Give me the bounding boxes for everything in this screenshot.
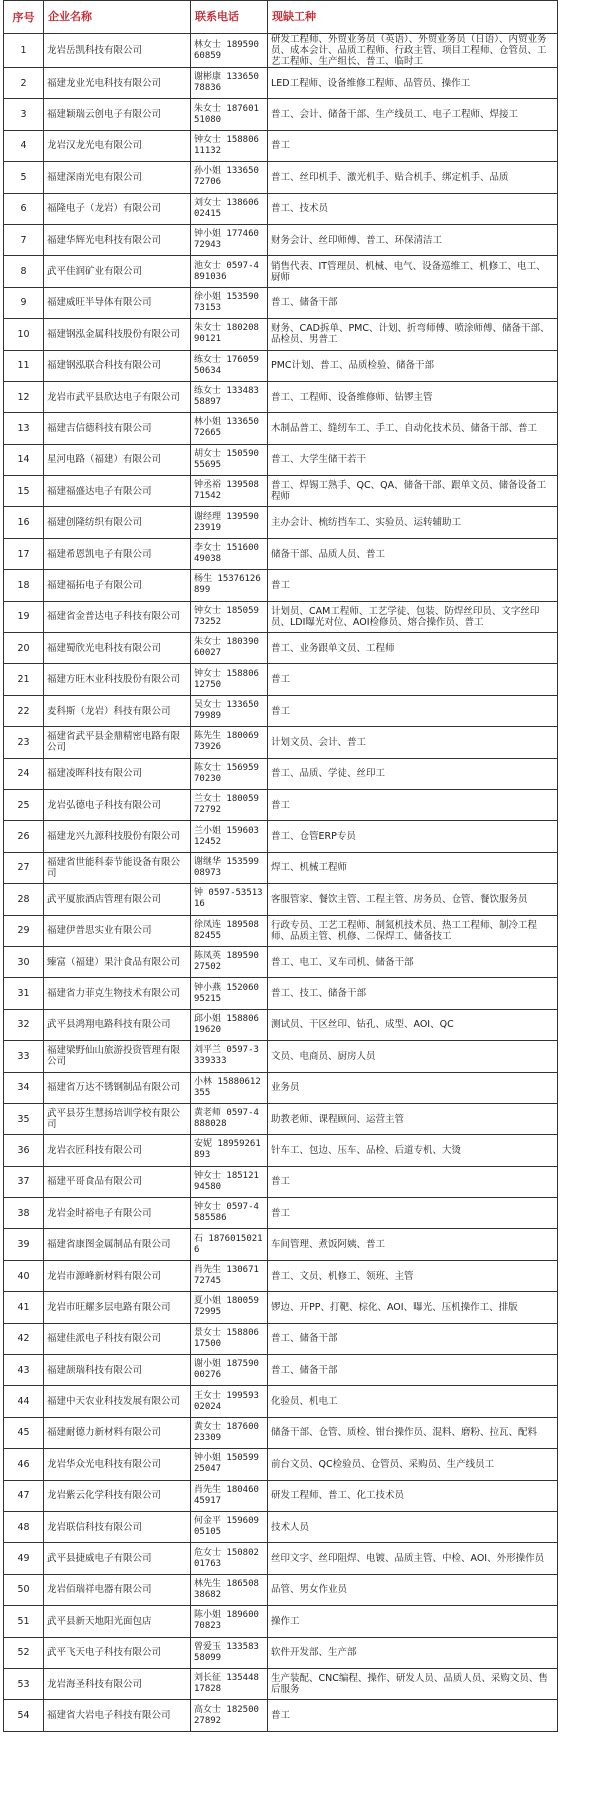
- row-no: 41: [4, 1292, 44, 1323]
- company-name: 龙岩弘德电子科技有限公司: [44, 789, 191, 820]
- row-no: 54: [4, 1700, 44, 1731]
- contact-phone: 黄老师 0597-4888028: [191, 1103, 268, 1134]
- contact-phone: 夏小姐 18005972995: [191, 1292, 268, 1323]
- contact-phone: 小林 15880612355: [191, 1072, 268, 1103]
- row-no: 8: [4, 256, 44, 287]
- job-list: 研发工程师、普工、化工技术员: [268, 1480, 558, 1511]
- row-no: 34: [4, 1072, 44, 1103]
- table-row: [4, 476, 558, 507]
- table-row: [4, 350, 558, 381]
- row-no: 7: [4, 224, 44, 255]
- table-row: [4, 1135, 558, 1166]
- contact-phone: 吴女士 13365079989: [191, 695, 268, 726]
- row-no: 11: [4, 350, 44, 381]
- header-no: 序号: [4, 1, 44, 34]
- contact-phone: 何金平 15960905105: [191, 1511, 268, 1542]
- company-name: 福建钢泓联合科技有限公司: [44, 350, 191, 381]
- table-body: [4, 34, 558, 1732]
- contact-phone: 钟 0597-5351316: [191, 884, 268, 915]
- row-no: 46: [4, 1449, 44, 1480]
- row-no: 15: [4, 476, 44, 507]
- company-name: 武平飞天电子科技有限公司: [44, 1637, 191, 1668]
- job-list: 普工: [268, 1198, 558, 1229]
- row-no: 49: [4, 1543, 44, 1574]
- contact-phone: 胡女士 15059055695: [191, 444, 268, 475]
- row-no: 44: [4, 1386, 44, 1417]
- contact-phone: 徐凤连 18950882455: [191, 915, 268, 946]
- table-row: [4, 224, 558, 255]
- contact-phone: 钟女士 15880612750: [191, 664, 268, 695]
- contact-phone: 徐小姐 15359073153: [191, 287, 268, 318]
- job-list: 丝印文字、丝印阻焊、电镀、品质主管、中检、AOI、外形操作员: [268, 1543, 558, 1574]
- contact-phone: 肖先生 13067172745: [191, 1260, 268, 1291]
- row-no: 12: [4, 381, 44, 412]
- company-name: 龙岩佰瑞祥电器有限公司: [44, 1574, 191, 1605]
- table-row: [4, 852, 558, 883]
- row-no: 53: [4, 1668, 44, 1699]
- row-no: 16: [4, 507, 44, 538]
- contact-phone: 曾爱玉 13358358099: [191, 1637, 268, 1668]
- job-list: 普工、技术员: [268, 193, 558, 224]
- table-row: [4, 444, 558, 475]
- company-name: 福建省力菲克生物技术有限公司: [44, 978, 191, 1009]
- table-row: [4, 664, 558, 695]
- row-no: 43: [4, 1355, 44, 1386]
- job-list: 客服管家、餐饮主管、工程主管、房务员、仓管、餐饮服务员: [268, 884, 558, 915]
- header-phone: 联系电话: [191, 1, 268, 34]
- table-row: [4, 758, 558, 789]
- job-list: 储备干部、品质人员、普工: [268, 538, 558, 569]
- company-name: 星河电路（福建）有限公司: [44, 444, 191, 475]
- contact-phone: 陈女士 15695970230: [191, 758, 268, 789]
- table-row: [4, 1041, 558, 1072]
- job-list: 普工、技工、储备干部: [268, 978, 558, 1009]
- row-no: 1: [4, 34, 44, 68]
- row-no: 35: [4, 1103, 44, 1134]
- job-list: 化验员、机电工: [268, 1386, 558, 1417]
- job-list: 普工、业务跟单文员、工程师: [268, 633, 558, 664]
- table-row: [4, 413, 558, 444]
- contact-phone: 练女士 17605950634: [191, 350, 268, 381]
- job-list: 普工、文员、机修工、领班、主管: [268, 1260, 558, 1291]
- row-no: 22: [4, 695, 44, 726]
- company-name: 福建华辉光电科技有限公司: [44, 224, 191, 255]
- company-name: 福建龙业光电科技有限公司: [44, 68, 191, 99]
- company-name: 福建省金普达电子科技有限公司: [44, 601, 191, 632]
- contact-phone: 钟小燕 15206095215: [191, 978, 268, 1009]
- row-no: 42: [4, 1323, 44, 1354]
- header-jobs: 现缺工种: [268, 1, 558, 34]
- contact-phone: 刘长征 13544817828: [191, 1668, 268, 1699]
- job-list: 针车工、包边、压车、品检、后道专机、大烫: [268, 1135, 558, 1166]
- job-list: 锣边、开PP、打靶、棕化、AOI、曝光、压机操作工、排版: [268, 1292, 558, 1323]
- contact-phone: 朱女士 18039060027: [191, 633, 268, 664]
- job-list: 储备干部、仓管、质检、钳台操作员、混料、磨粉、拉瓦、配料: [268, 1417, 558, 1448]
- company-name: 福建凌晖科技有限公司: [44, 758, 191, 789]
- row-no: 23: [4, 727, 44, 758]
- header-company: 企业名称: [44, 1, 191, 34]
- contact-phone: 林先生 18650838682: [191, 1574, 268, 1605]
- job-list: 行政专员、工艺工程师、制氮机技术员、热工工程师、制冷工程师、品质主管、机修、二保焊工、储备技工: [268, 915, 558, 946]
- job-list: 普工: [268, 789, 558, 820]
- contact-phone: 危女士 15080201763: [191, 1543, 268, 1574]
- recruitment-table: [3, 0, 558, 1732]
- contact-phone: 谢彬康 13365078836: [191, 68, 268, 99]
- job-list: 主办会计、梳纺挡车工、实验员、运转辅助工: [268, 507, 558, 538]
- job-list: 计划员、CAM工程师、工艺学徒、包装、防焊丝印员、文字丝印员、LDI曝光对位、AOI检修员、熔合操作员、普工: [268, 601, 558, 632]
- company-name: 福建平哥食品有限公司: [44, 1166, 191, 1197]
- row-no: 19: [4, 601, 44, 632]
- contact-phone: 杨生 15376126899: [191, 570, 268, 601]
- table-row: [4, 1198, 558, 1229]
- row-no: 18: [4, 570, 44, 601]
- company-name: 福建福盛达电子有限公司: [44, 476, 191, 507]
- company-name: 福建深南光电有限公司: [44, 162, 191, 193]
- table-header-row: [4, 1, 558, 34]
- company-name: 臻富（福建）果汁食品有限公司: [44, 946, 191, 977]
- row-no: 21: [4, 664, 44, 695]
- table-row: [4, 915, 558, 946]
- contact-phone: 陈先生 18006973926: [191, 727, 268, 758]
- job-list: 普工、电工、叉车司机、储备干部: [268, 946, 558, 977]
- contact-phone: 钟女士 0597-4585586: [191, 1198, 268, 1229]
- company-name: 龙岩海圣科技有限公司: [44, 1668, 191, 1699]
- job-list: 普工: [268, 664, 558, 695]
- job-list: 操作工: [268, 1606, 558, 1637]
- row-no: 47: [4, 1480, 44, 1511]
- table-row: [4, 1166, 558, 1197]
- job-list: 技术人员: [268, 1511, 558, 1542]
- company-name: 麦科斯（龙岩）科技有限公司: [44, 695, 191, 726]
- company-name: 福建颉瑞科技有限公司: [44, 1355, 191, 1386]
- contact-phone: 钟小姐 17746072943: [191, 224, 268, 255]
- table-row: [4, 1355, 558, 1386]
- table-row: [4, 1668, 558, 1699]
- contact-phone: 黄女士 18760023309: [191, 1417, 268, 1448]
- table-row: [4, 978, 558, 1009]
- contact-phone: 林女士 18959060859: [191, 34, 268, 68]
- row-no: 38: [4, 1198, 44, 1229]
- table-row: [4, 34, 558, 68]
- row-no: 26: [4, 821, 44, 852]
- table-row: [4, 1009, 558, 1040]
- row-no: 9: [4, 287, 44, 318]
- job-list: 研发工程师、外贸业务员（英语）、外贸业务员（日语）、内贸业务员、成本会计、品质工程师、行政主管、项目工程师、仓管员、工艺工程师、生产组长、普工、临时工: [268, 34, 558, 68]
- table-row: [4, 821, 558, 852]
- table-row: [4, 287, 558, 318]
- job-list: 普工: [268, 570, 558, 601]
- table-row: [4, 507, 558, 538]
- job-list: 普工: [268, 1700, 558, 1731]
- job-list: 计划文员、会计、普工: [268, 727, 558, 758]
- table-row: [4, 1323, 558, 1354]
- job-list: 销售代表、IT管理员、机械、电气、设备巡维工、机修工、电工、厨师: [268, 256, 558, 287]
- row-no: 52: [4, 1637, 44, 1668]
- row-no: 50: [4, 1574, 44, 1605]
- company-name: 武平县捷威电子有限公司: [44, 1543, 191, 1574]
- contact-phone: 刘女士 13860602415: [191, 193, 268, 224]
- table-row: [4, 1543, 558, 1574]
- company-name: 福建中天农业科技发展有限公司: [44, 1386, 191, 1417]
- job-list: 普工: [268, 695, 558, 726]
- table-row: [4, 1260, 558, 1291]
- job-list: 普工、储备干部: [268, 287, 558, 318]
- contact-phone: 池女士 0597-4891036: [191, 256, 268, 287]
- contact-phone: 李女士 15160049038: [191, 538, 268, 569]
- job-list: 品管、男女作业员: [268, 1574, 558, 1605]
- contact-phone: 陈凤英 18959027502: [191, 946, 268, 977]
- company-name: 福建省万达不锈钢制品有限公司: [44, 1072, 191, 1103]
- company-name: 福建省武平县金鼎精密电路有限公司: [44, 727, 191, 758]
- company-name: 福建省大岩电子科技有限公司: [44, 1700, 191, 1731]
- row-no: 32: [4, 1009, 44, 1040]
- contact-phone: 林小姐 13365072665: [191, 413, 268, 444]
- contact-phone: 高女士 18250027892: [191, 1700, 268, 1731]
- table-row: [4, 1574, 558, 1605]
- job-list: 普工、工程师、设备维修师、钻锣主管: [268, 381, 558, 412]
- company-name: 福建方旺木业科技股份有限公司: [44, 664, 191, 695]
- company-name: 福建省康图金属制品有限公司: [44, 1229, 191, 1260]
- row-no: 28: [4, 884, 44, 915]
- row-no: 14: [4, 444, 44, 475]
- company-name: 龙岩华众光电科技有限公司: [44, 1449, 191, 1480]
- contact-phone: 朱女士 18020890121: [191, 319, 268, 350]
- row-no: 2: [4, 68, 44, 99]
- contact-phone: 谢继华 15359908973: [191, 852, 268, 883]
- contact-phone: 钟女士 15880611132: [191, 130, 268, 161]
- company-name: 福建钢泓金属科技股份有限公司: [44, 319, 191, 350]
- contact-phone: 钟小姐 15059925047: [191, 1449, 268, 1480]
- job-list: 普工、会计、储备干部、生产线员工、电子工程师、焊接工: [268, 99, 558, 130]
- job-list: 普工: [268, 1166, 558, 1197]
- table-row: [4, 1417, 558, 1448]
- company-name: 福建耐德力新材料有限公司: [44, 1417, 191, 1448]
- table-row: [4, 1386, 558, 1417]
- table-row: [4, 538, 558, 569]
- row-no: 45: [4, 1417, 44, 1448]
- row-no: 17: [4, 538, 44, 569]
- row-no: 33: [4, 1041, 44, 1072]
- table-row: [4, 695, 558, 726]
- contact-phone: 朱女士 18760151080: [191, 99, 268, 130]
- job-list: 财务会计、丝印师傅、普工、环保清洁工: [268, 224, 558, 255]
- contact-phone: 石 18760150216: [191, 1229, 268, 1260]
- company-name: 福建希恩凯电子有限公司: [44, 538, 191, 569]
- company-name: 龙岩衣匠科技有限公司: [44, 1135, 191, 1166]
- job-list: 普工、大学生储干若干: [268, 444, 558, 475]
- table-row: [4, 99, 558, 130]
- table-row: [4, 130, 558, 161]
- job-list: 文员、电商员、厨房人员: [268, 1041, 558, 1072]
- company-name: 龙岩联信科技有限公司: [44, 1511, 191, 1542]
- job-list: PMC计划、普工、品质检验、储备干部: [268, 350, 558, 381]
- company-name: 武平县鸿翔电路科技有限公司: [44, 1009, 191, 1040]
- table-row: [4, 319, 558, 350]
- job-list: 普工、品质、学徒、丝印工: [268, 758, 558, 789]
- table-row: [4, 727, 558, 758]
- job-list: 软件开发部、生产部: [268, 1637, 558, 1668]
- contact-phone: 肖先生 18046045917: [191, 1480, 268, 1511]
- table-row: [4, 1072, 558, 1103]
- job-list: 普工、储备干部: [268, 1323, 558, 1354]
- contact-phone: 兰小姐 15960312452: [191, 821, 268, 852]
- job-list: 木制品普工、缝纫车工、手工、自动化技术员、储备干部、普工: [268, 413, 558, 444]
- table-row: [4, 256, 558, 287]
- row-no: 6: [4, 193, 44, 224]
- company-name: 福建梁野仙山旅游投资管理有限公司: [44, 1041, 191, 1072]
- table-row: [4, 946, 558, 977]
- row-no: 36: [4, 1135, 44, 1166]
- row-no: 5: [4, 162, 44, 193]
- job-list: 焊工、机械工程师: [268, 852, 558, 883]
- table-row: [4, 1449, 558, 1480]
- row-no: 25: [4, 789, 44, 820]
- contact-phone: 陈小姐 18960070823: [191, 1606, 268, 1637]
- row-no: 30: [4, 946, 44, 977]
- job-list: 业务员: [268, 1072, 558, 1103]
- company-name: 福建颖瑞云创电子有限公司: [44, 99, 191, 130]
- job-list: 普工、丝印机手、激光机手、贴合机手、绑定机手、品质: [268, 162, 558, 193]
- table-row: [4, 633, 558, 664]
- row-no: 39: [4, 1229, 44, 1260]
- company-name: 福建伊普思实业有限公司: [44, 915, 191, 946]
- row-no: 31: [4, 978, 44, 1009]
- job-list: 助教老师、课程顾问、运营主管: [268, 1103, 558, 1134]
- job-list: 车间管理、煮饭阿姨、普工: [268, 1229, 558, 1260]
- company-name: 武平县新天地阳光面包店: [44, 1606, 191, 1637]
- contact-phone: 兰女士 18005972792: [191, 789, 268, 820]
- job-list: 财务、CAD拆单、PMC、计划、折弯师傅、喷涂师傅、储备干部、品检员、男普工: [268, 319, 558, 350]
- contact-phone: 谢经理 13959023919: [191, 507, 268, 538]
- row-no: 3: [4, 99, 44, 130]
- contact-phone: 钟女士 18505973252: [191, 601, 268, 632]
- table-row: [4, 570, 558, 601]
- row-no: 51: [4, 1606, 44, 1637]
- company-name: 福隆电子（龙岩）有限公司: [44, 193, 191, 224]
- company-name: 福建福拓电子有限公司: [44, 570, 191, 601]
- job-list: 前台文员、QC检验员、仓管员、采购员、生产线员工: [268, 1449, 558, 1480]
- company-name: 武平厦旅酒店管理有限公司: [44, 884, 191, 915]
- job-list: LED工程师、设备维修工程师、品管员、操作工: [268, 68, 558, 99]
- table-row: [4, 789, 558, 820]
- contact-phone: 谢小姐 18759000276: [191, 1355, 268, 1386]
- table-row: [4, 1103, 558, 1134]
- job-list: 生产装配、CNC编程、操作、研发人员、品质人员、采购文员、售后服务: [268, 1668, 558, 1699]
- company-name: 福建省世能科泰节能设备有限公司: [44, 852, 191, 883]
- company-name: 龙岩市旺耀多层电路有限公司: [44, 1292, 191, 1323]
- row-no: 10: [4, 319, 44, 350]
- table-row: [4, 1229, 558, 1260]
- contact-phone: 邱小姐 15880619620: [191, 1009, 268, 1040]
- company-name: 福建创隆纺织有限公司: [44, 507, 191, 538]
- table-row: [4, 884, 558, 915]
- contact-phone: 钟女士 18512194580: [191, 1166, 268, 1197]
- company-name: 龙岩市武平县欣达电子有限公司: [44, 381, 191, 412]
- table-row: [4, 1480, 558, 1511]
- job-list: 普工: [268, 130, 558, 161]
- company-name: 龙岩汉龙光电有限公司: [44, 130, 191, 161]
- table-row: [4, 1511, 558, 1542]
- table-row: [4, 601, 558, 632]
- contact-phone: 刘平兰 0597-3339333: [191, 1041, 268, 1072]
- table-row: [4, 1700, 558, 1731]
- company-name: 龙岩市源峰新材料有限公司: [44, 1260, 191, 1291]
- company-name: 福建蜀欣光电科技有限公司: [44, 633, 191, 664]
- contact-phone: 王女士 19959302024: [191, 1386, 268, 1417]
- row-no: 40: [4, 1260, 44, 1291]
- company-name: 武平县芬生慧扬培训学校有限公司: [44, 1103, 191, 1134]
- table-row: [4, 1637, 558, 1668]
- contact-phone: 安妮 18959261893: [191, 1135, 268, 1166]
- table-row: [4, 1292, 558, 1323]
- contact-phone: 孙小姐 13365072706: [191, 162, 268, 193]
- company-name: 福建龙兴九源科技股份有限公司: [44, 821, 191, 852]
- company-name: 福建佳派电子科技有限公司: [44, 1323, 191, 1354]
- row-no: 24: [4, 758, 44, 789]
- company-name: 龙岩紫云化学科技有限公司: [44, 1480, 191, 1511]
- company-name: 福建威旺半导体有限公司: [44, 287, 191, 318]
- table-row: [4, 68, 558, 99]
- contact-phone: 钟丞裕 13950871542: [191, 476, 268, 507]
- job-list: 普工、仓管ERP专员: [268, 821, 558, 852]
- contact-phone: 景女士 15880617500: [191, 1323, 268, 1354]
- row-no: 37: [4, 1166, 44, 1197]
- row-no: 48: [4, 1511, 44, 1542]
- row-no: 27: [4, 852, 44, 883]
- company-name: 龙岩岳凯科技有限公司: [44, 34, 191, 68]
- table-row: [4, 381, 558, 412]
- company-name: 武平佳润矿业有限公司: [44, 256, 191, 287]
- table-row: [4, 193, 558, 224]
- job-list: 普工、焊锡工熟手、QC、QA、储备干部、跟单文员、储备设备工程师: [268, 476, 558, 507]
- row-no: 13: [4, 413, 44, 444]
- company-name: 龙岩金时裕电子有限公司: [44, 1198, 191, 1229]
- row-no: 20: [4, 633, 44, 664]
- row-no: 4: [4, 130, 44, 161]
- contact-phone: 练女士 13348358897: [191, 381, 268, 412]
- job-list: 普工、储备干部: [268, 1355, 558, 1386]
- company-name: 福建吉信德科技有限公司: [44, 413, 191, 444]
- table-row: [4, 162, 558, 193]
- job-list: 测试员、干区丝印、钻孔、成型、AOI、QC: [268, 1009, 558, 1040]
- table-row: [4, 1606, 558, 1637]
- row-no: 29: [4, 915, 44, 946]
